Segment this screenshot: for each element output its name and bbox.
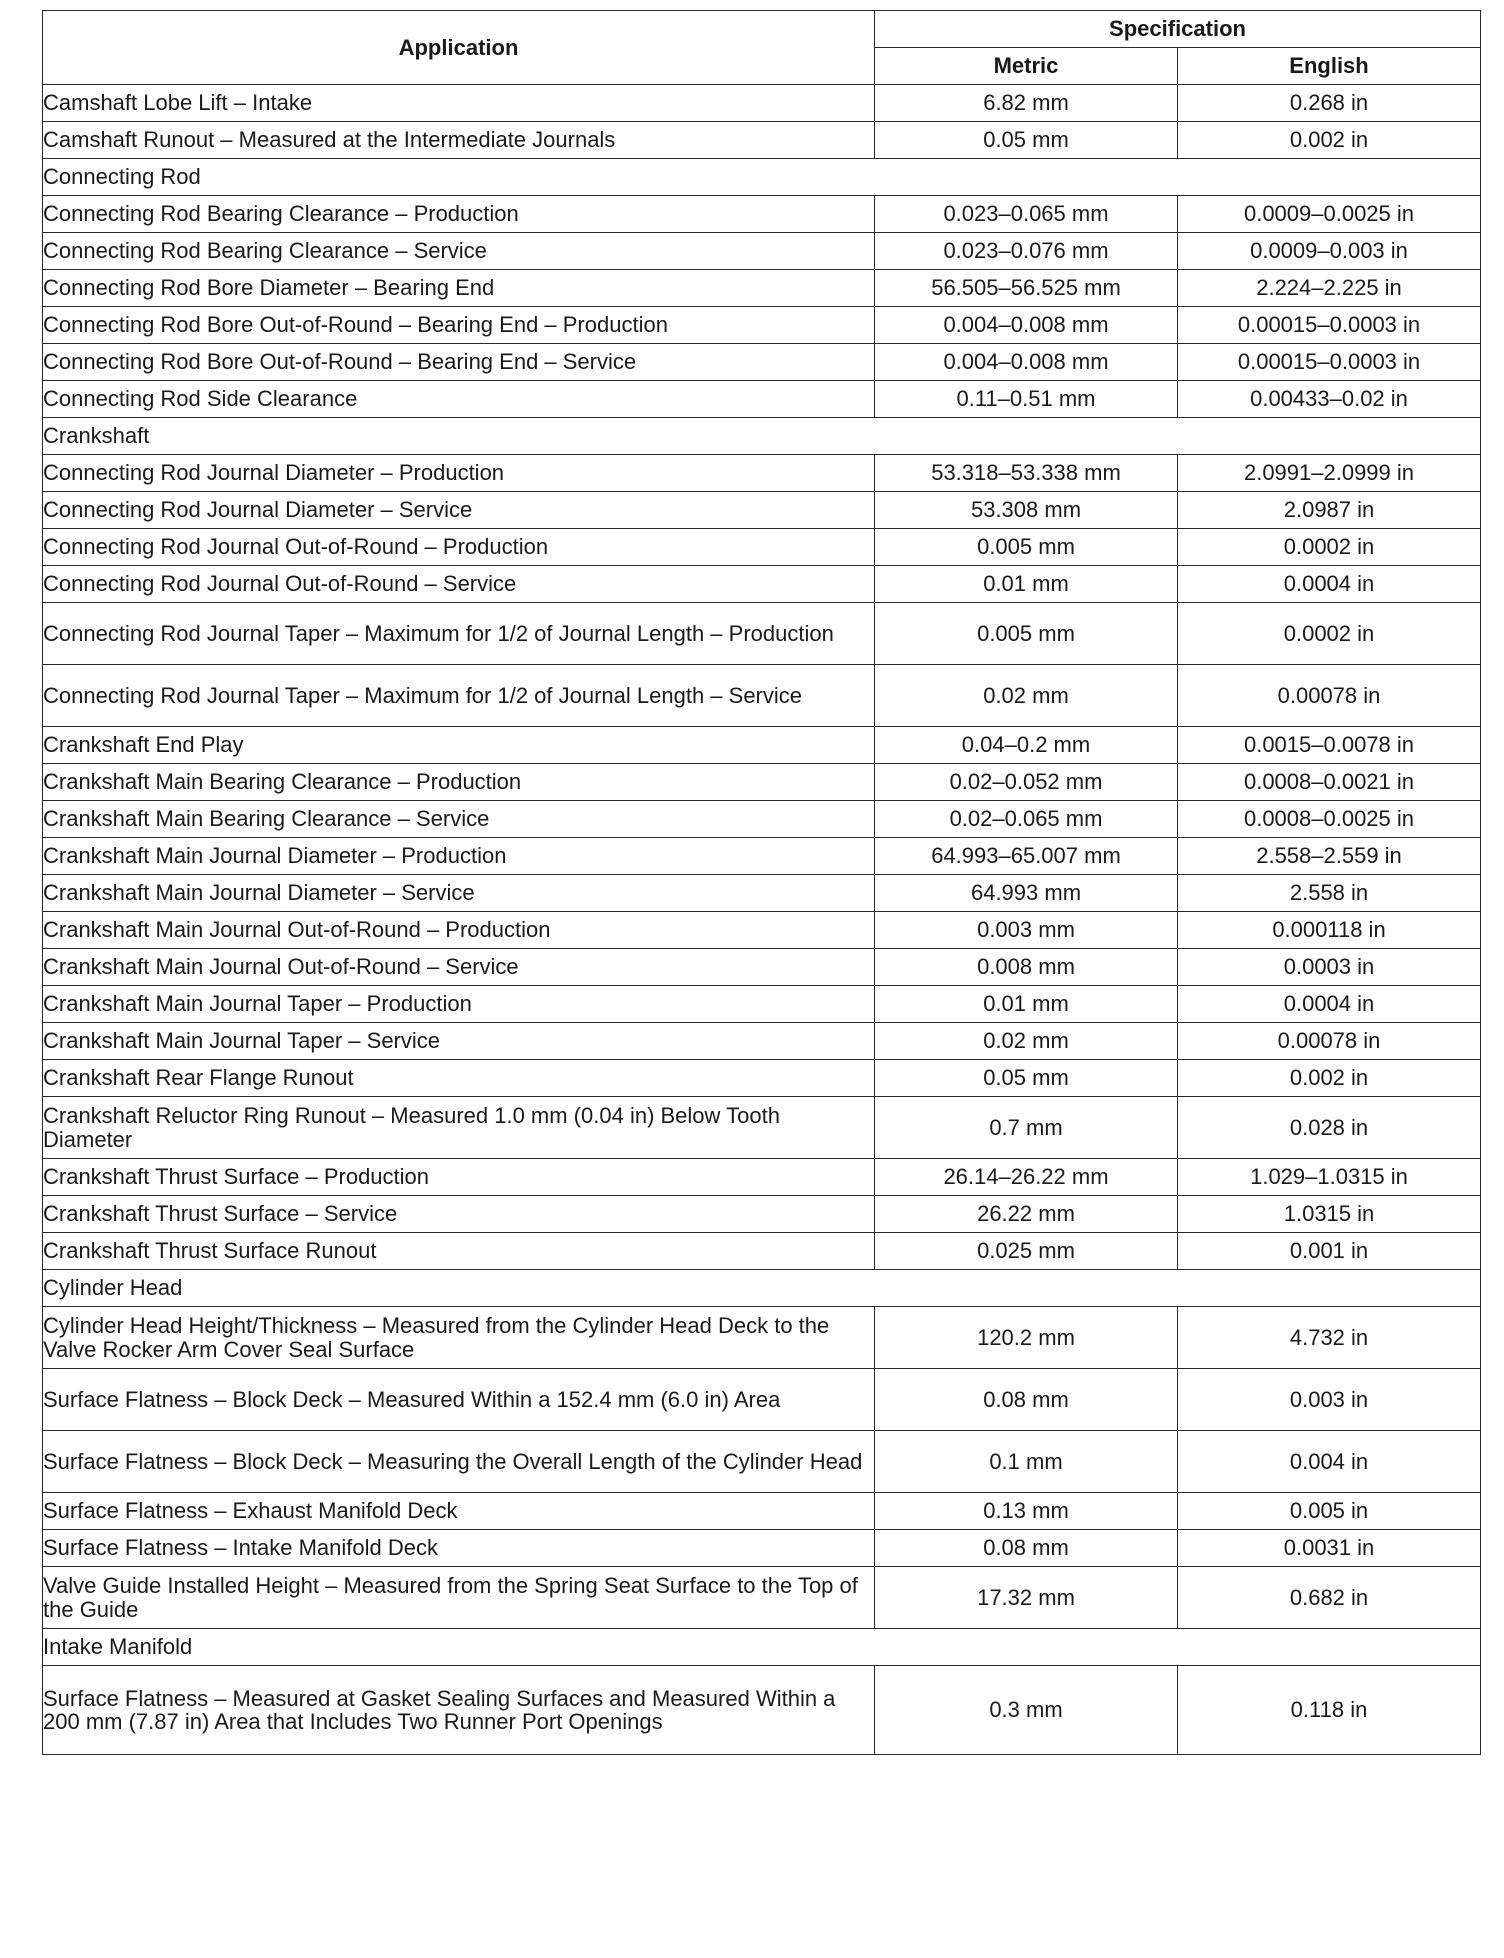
application-cell: Connecting Rod Bearing Clearance – Production xyxy=(43,196,875,233)
spec-rows xyxy=(43,85,1481,1755)
metric-cell: 0.003 mm xyxy=(875,912,1178,949)
table-row xyxy=(43,1567,1481,1629)
application-cell: Crankshaft Main Bearing Clearance – Service xyxy=(43,801,875,838)
metric-cell: 0.02–0.065 mm xyxy=(875,801,1178,838)
english-cell: 1.029–1.0315 in xyxy=(1178,1159,1481,1196)
table-row xyxy=(43,233,1481,270)
english-cell: 0.004 in xyxy=(1178,1431,1481,1493)
table-row xyxy=(43,270,1481,307)
metric-cell: 64.993–65.007 mm xyxy=(875,838,1178,875)
application-cell: Surface Flatness – Measured at Gasket Sealing Surfaces and Measured Within a 200 mm (7.87 in) Area that Includes Two Runner Port Openings xyxy=(43,1666,875,1755)
english-cell: 0.001 in xyxy=(1178,1233,1481,1270)
application-cell: Crankshaft Main Journal Out-of-Round – Production xyxy=(43,912,875,949)
metric-cell: 53.318–53.338 mm xyxy=(875,455,1178,492)
application-cell: Surface Flatness – Exhaust Manifold Deck xyxy=(43,1493,875,1530)
english-cell: 0.0002 in xyxy=(1178,529,1481,566)
table-row xyxy=(43,1369,1481,1431)
english-cell: 0.005 in xyxy=(1178,1493,1481,1530)
table-row xyxy=(43,1307,1481,1369)
metric-cell: 0.1 mm xyxy=(875,1431,1178,1493)
english-cell: 2.0991–2.0999 in xyxy=(1178,455,1481,492)
metric-cell: 17.32 mm xyxy=(875,1567,1178,1629)
metric-cell: 120.2 mm xyxy=(875,1307,1178,1369)
application-cell: Connecting Rod Journal Taper – Maximum for 1/2 of Journal Length – Service xyxy=(43,665,875,727)
metric-cell: 0.02 mm xyxy=(875,1023,1178,1060)
section-row xyxy=(43,418,1481,455)
application-cell: Crankshaft Thrust Surface – Production xyxy=(43,1159,875,1196)
metric-cell: 0.08 mm xyxy=(875,1369,1178,1431)
table-row xyxy=(43,529,1481,566)
table-row xyxy=(43,85,1481,122)
english-cell: 0.00433–0.02 in xyxy=(1178,381,1481,418)
application-cell: Crankshaft End Play xyxy=(43,727,875,764)
section-title: Crankshaft xyxy=(43,418,1481,455)
table-row xyxy=(43,986,1481,1023)
metric-cell: 0.004–0.008 mm xyxy=(875,344,1178,381)
application-cell: Crankshaft Thrust Surface – Service xyxy=(43,1196,875,1233)
application-cell: Crankshaft Main Journal Diameter – Service xyxy=(43,875,875,912)
application-cell: Connecting Rod Journal Out-of-Round – Service xyxy=(43,566,875,603)
application-cell: Connecting Rod Bore Diameter – Bearing End xyxy=(43,270,875,307)
metric-cell: 0.01 mm xyxy=(875,986,1178,1023)
section-title: Cylinder Head xyxy=(43,1270,1481,1307)
application-cell: Cylinder Head Height/Thickness – Measured from the Cylinder Head Deck to the Valve Rocker Arm Cover Seal Surface xyxy=(43,1307,875,1369)
application-cell: Crankshaft Thrust Surface Runout xyxy=(43,1233,875,1270)
application-cell: Connecting Rod Bore Out-of-Round – Bearing End – Service xyxy=(43,344,875,381)
application-cell: Camshaft Lobe Lift – Intake xyxy=(43,85,875,122)
english-cell: 0.00015–0.0003 in xyxy=(1178,344,1481,381)
metric-header: Metric xyxy=(875,48,1178,85)
section-row xyxy=(43,1270,1481,1307)
english-cell: 0.268 in xyxy=(1178,85,1481,122)
table-row xyxy=(43,344,1481,381)
section-title: Intake Manifold xyxy=(43,1629,1481,1666)
metric-cell: 0.004–0.008 mm xyxy=(875,307,1178,344)
section-title: Connecting Rod xyxy=(43,159,1481,196)
english-cell: 0.0009–0.0025 in xyxy=(1178,196,1481,233)
metric-cell: 0.05 mm xyxy=(875,1060,1178,1097)
table-row xyxy=(43,1159,1481,1196)
specification-table xyxy=(42,10,1481,1755)
section-row xyxy=(43,159,1481,196)
specification-header: Specification xyxy=(875,11,1481,48)
metric-cell: 0.04–0.2 mm xyxy=(875,727,1178,764)
english-cell: 2.224–2.225 in xyxy=(1178,270,1481,307)
table-row xyxy=(43,122,1481,159)
application-cell: Connecting Rod Journal Out-of-Round – Production xyxy=(43,529,875,566)
application-cell: Connecting Rod Journal Diameter – Production xyxy=(43,455,875,492)
table-row xyxy=(43,492,1481,529)
english-cell: 0.0003 in xyxy=(1178,949,1481,986)
metric-cell: 26.22 mm xyxy=(875,1196,1178,1233)
table-row xyxy=(43,949,1481,986)
application-cell: Camshaft Runout – Measured at the Intermediate Journals xyxy=(43,122,875,159)
table-row xyxy=(43,196,1481,233)
table-row xyxy=(43,1097,1481,1159)
metric-cell: 64.993 mm xyxy=(875,875,1178,912)
metric-cell: 0.005 mm xyxy=(875,603,1178,665)
table-row xyxy=(43,1666,1481,1755)
application-cell: Surface Flatness – Block Deck – Measured Within a 152.4 mm (6.0 in) Area xyxy=(43,1369,875,1431)
application-cell: Connecting Rod Bearing Clearance – Service xyxy=(43,233,875,270)
english-cell: 0.0004 in xyxy=(1178,566,1481,603)
english-cell: 0.0015–0.0078 in xyxy=(1178,727,1481,764)
table-row xyxy=(43,1431,1481,1493)
application-cell: Connecting Rod Journal Diameter – Service xyxy=(43,492,875,529)
table-row xyxy=(43,1060,1481,1097)
metric-cell: 0.7 mm xyxy=(875,1097,1178,1159)
table-row xyxy=(43,727,1481,764)
application-cell: Crankshaft Main Journal Diameter – Production xyxy=(43,838,875,875)
table-row xyxy=(43,912,1481,949)
metric-cell: 0.025 mm xyxy=(875,1233,1178,1270)
application-cell: Surface Flatness – Block Deck – Measuring the Overall Length of the Cylinder Head xyxy=(43,1431,875,1493)
table-row xyxy=(43,603,1481,665)
table-row xyxy=(43,1196,1481,1233)
english-cell: 0.0008–0.0021 in xyxy=(1178,764,1481,801)
spec-sheet xyxy=(42,10,1480,1755)
metric-cell: 56.505–56.525 mm xyxy=(875,270,1178,307)
metric-cell: 0.005 mm xyxy=(875,529,1178,566)
application-cell: Crankshaft Rear Flange Runout xyxy=(43,1060,875,1097)
table-row xyxy=(43,566,1481,603)
english-cell: 0.0031 in xyxy=(1178,1530,1481,1567)
english-cell: 0.003 in xyxy=(1178,1369,1481,1431)
metric-cell: 26.14–26.22 mm xyxy=(875,1159,1178,1196)
application-cell: Valve Guide Installed Height – Measured from the Spring Seat Surface to the Top of the Guide xyxy=(43,1567,875,1629)
english-cell: 0.028 in xyxy=(1178,1097,1481,1159)
english-cell: 2.558 in xyxy=(1178,875,1481,912)
application-cell: Crankshaft Main Journal Taper – Service xyxy=(43,1023,875,1060)
application-cell: Connecting Rod Journal Taper – Maximum for 1/2 of Journal Length – Production xyxy=(43,603,875,665)
metric-cell: 0.02–0.052 mm xyxy=(875,764,1178,801)
application-cell: Crankshaft Reluctor Ring Runout – Measured 1.0 mm (0.04 in) Below Tooth Diameter xyxy=(43,1097,875,1159)
english-cell: 0.0002 in xyxy=(1178,603,1481,665)
metric-cell: 0.05 mm xyxy=(875,122,1178,159)
application-cell: Crankshaft Main Journal Taper – Production xyxy=(43,986,875,1023)
english-cell: 0.118 in xyxy=(1178,1666,1481,1755)
metric-cell: 0.08 mm xyxy=(875,1530,1178,1567)
metric-cell: 0.11–0.51 mm xyxy=(875,381,1178,418)
metric-cell: 0.13 mm xyxy=(875,1493,1178,1530)
english-cell: 0.0009–0.003 in xyxy=(1178,233,1481,270)
table-row xyxy=(43,307,1481,344)
table-row xyxy=(43,801,1481,838)
table-row xyxy=(43,838,1481,875)
english-cell: 0.00015–0.0003 in xyxy=(1178,307,1481,344)
application-header: Application xyxy=(43,11,875,85)
english-cell: 2.558–2.559 in xyxy=(1178,838,1481,875)
metric-cell: 0.008 mm xyxy=(875,949,1178,986)
english-cell: 2.0987 in xyxy=(1178,492,1481,529)
application-cell: Connecting Rod Side Clearance xyxy=(43,381,875,418)
application-cell: Crankshaft Main Bearing Clearance – Production xyxy=(43,764,875,801)
english-cell: 0.000118 in xyxy=(1178,912,1481,949)
table-row xyxy=(43,1493,1481,1530)
metric-cell: 0.023–0.076 mm xyxy=(875,233,1178,270)
metric-cell: 53.308 mm xyxy=(875,492,1178,529)
metric-cell: 0.3 mm xyxy=(875,1666,1178,1755)
metric-cell: 0.02 mm xyxy=(875,665,1178,727)
english-cell: 0.00078 in xyxy=(1178,1023,1481,1060)
table-row xyxy=(43,1530,1481,1567)
application-cell: Surface Flatness – Intake Manifold Deck xyxy=(43,1530,875,1567)
english-cell: 4.732 in xyxy=(1178,1307,1481,1369)
english-cell: 0.002 in xyxy=(1178,122,1481,159)
english-header: English xyxy=(1178,48,1481,85)
english-cell: 0.682 in xyxy=(1178,1567,1481,1629)
english-cell: 1.0315 in xyxy=(1178,1196,1481,1233)
table-row xyxy=(43,455,1481,492)
metric-cell: 6.82 mm xyxy=(875,85,1178,122)
table-row xyxy=(43,764,1481,801)
application-cell: Connecting Rod Bore Out-of-Round – Bearing End – Production xyxy=(43,307,875,344)
application-cell: Crankshaft Main Journal Out-of-Round – Service xyxy=(43,949,875,986)
metric-cell: 0.01 mm xyxy=(875,566,1178,603)
metric-cell: 0.023–0.065 mm xyxy=(875,196,1178,233)
table-row xyxy=(43,665,1481,727)
table-row xyxy=(43,875,1481,912)
table-row xyxy=(43,1233,1481,1270)
english-cell: 0.0008–0.0025 in xyxy=(1178,801,1481,838)
english-cell: 0.0004 in xyxy=(1178,986,1481,1023)
english-cell: 0.00078 in xyxy=(1178,665,1481,727)
english-cell: 0.002 in xyxy=(1178,1060,1481,1097)
section-row xyxy=(43,1629,1481,1666)
table-row xyxy=(43,1023,1481,1060)
table-row xyxy=(43,381,1481,418)
